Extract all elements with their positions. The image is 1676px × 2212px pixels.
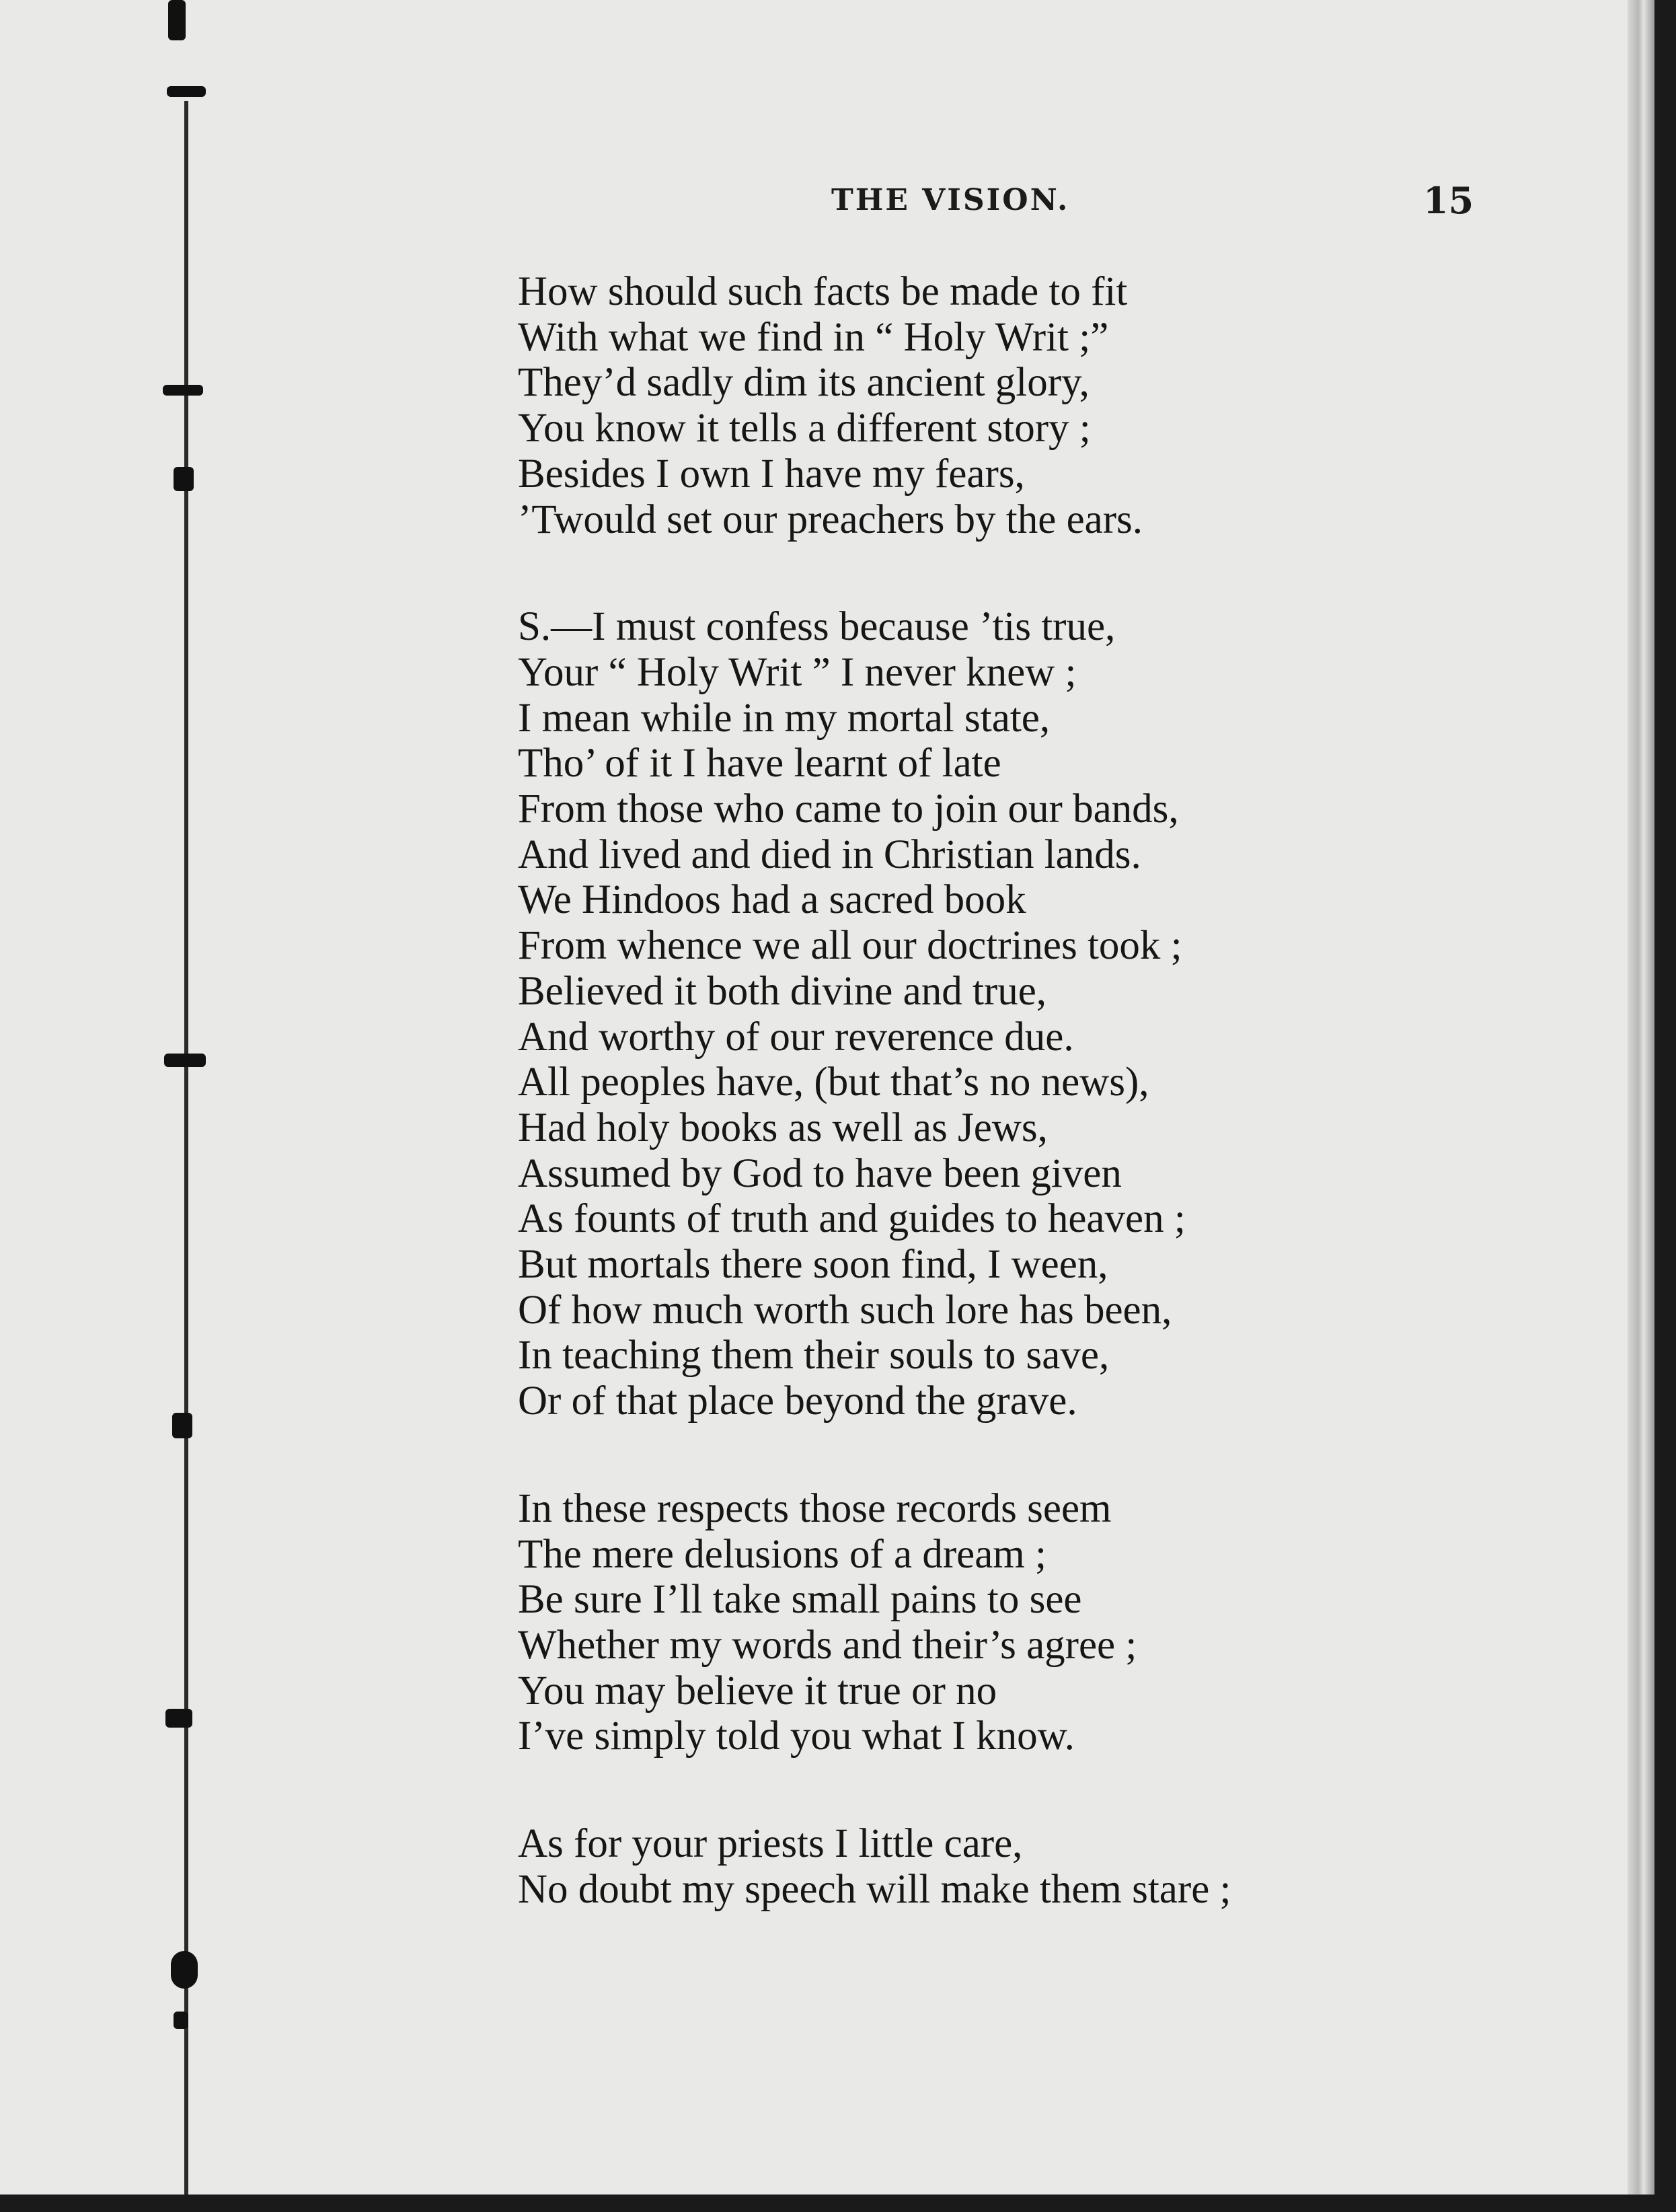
binding-thread-mark bbox=[164, 1054, 206, 1067]
verse-line: Assumed by God to have been given bbox=[518, 1150, 1122, 1196]
verse-line: How should such facts be made to fit bbox=[518, 269, 1128, 314]
verse-line: But mortals there soon find, I ween, bbox=[518, 1242, 1108, 1288]
verse-line: Tho’ of it I have learnt of late bbox=[518, 741, 1001, 786]
verse-line: With what we find in “ Holy Writ ;” bbox=[518, 314, 1109, 360]
verse-line: I mean while in my mortal state, bbox=[518, 695, 1051, 741]
verse-line: Of how much worth such lore has been, bbox=[518, 1287, 1172, 1333]
verse-line: They’d sadly dim its ancient glory, bbox=[518, 360, 1090, 406]
poem-body bbox=[518, 269, 1567, 1913]
verse-line: As founts of truth and guides to heaven ; bbox=[518, 1196, 1186, 1242]
verse-line: From those who came to join our bands, bbox=[518, 786, 1179, 832]
page-number: 15 bbox=[1423, 179, 1474, 222]
binding-thread-mark bbox=[163, 385, 203, 396]
verse-line: In these respects those records seem bbox=[518, 1485, 1112, 1531]
verse-line: I’ve simply told you what I know. bbox=[518, 1713, 1075, 1759]
binding-thread-mark bbox=[168, 0, 186, 40]
verse-line: Believed it both divine and true, bbox=[518, 968, 1047, 1014]
verse-line: Your “ Holy Writ ” I never knew ; bbox=[518, 649, 1077, 695]
stanza bbox=[518, 269, 1567, 542]
verse-line: From whence we all our doctrines took ; bbox=[518, 923, 1182, 969]
verse-line: In teaching them their souls to save, bbox=[518, 1333, 1110, 1378]
verse-line: S.—I must confess because ’tis true, bbox=[518, 604, 1116, 650]
verse-line: All peoples have, (but that’s no news), bbox=[518, 1060, 1149, 1105]
verse-line: You know it tells a different story ; bbox=[518, 406, 1091, 451]
verse-line: Or of that place beyond the grave. bbox=[518, 1378, 1077, 1424]
verse-line: Had holy books as well as Jews, bbox=[518, 1105, 1048, 1150]
binding-thread-mark bbox=[174, 2012, 188, 2029]
binding-thread-mark bbox=[165, 1709, 192, 1728]
verse-line: Be sure I’ll take small pains to see bbox=[518, 1577, 1082, 1623]
binding-thread-mark bbox=[174, 467, 194, 491]
running-head: THE VISION. bbox=[831, 183, 1070, 217]
verse-line: Besides I own I have my fears, bbox=[518, 451, 1025, 496]
verse-line: ’Twould set our preachers by the ears. bbox=[518, 496, 1143, 542]
stanza bbox=[518, 1821, 1567, 1912]
verse-line: As for your priests I little care, bbox=[518, 1821, 1023, 1867]
verse-line: And worthy of our reverence due. bbox=[518, 1014, 1074, 1060]
stanza bbox=[518, 604, 1567, 1424]
binding-thread-mark bbox=[172, 1413, 192, 1438]
verse-line: No doubt my speech will make them stare ; bbox=[518, 1866, 1231, 1912]
verse-line: The mere delusions of a dream ; bbox=[518, 1531, 1046, 1577]
binding-stitch-line bbox=[184, 101, 188, 2195]
binding-thread-mark bbox=[167, 86, 206, 97]
verse-line: Whether my words and their’s agree ; bbox=[518, 1622, 1137, 1668]
verse-line: And lived and died in Christian lands. bbox=[518, 832, 1141, 877]
binding-thread-mark bbox=[171, 1951, 198, 1989]
scan-bottom-edge bbox=[0, 2195, 1676, 2212]
verse-line: We Hindoos had a sacred book bbox=[518, 877, 1026, 923]
verse-line: You may believe it true or no bbox=[518, 1668, 997, 1713]
page-stack-edge bbox=[1628, 0, 1654, 2195]
stanza bbox=[518, 1486, 1567, 1759]
